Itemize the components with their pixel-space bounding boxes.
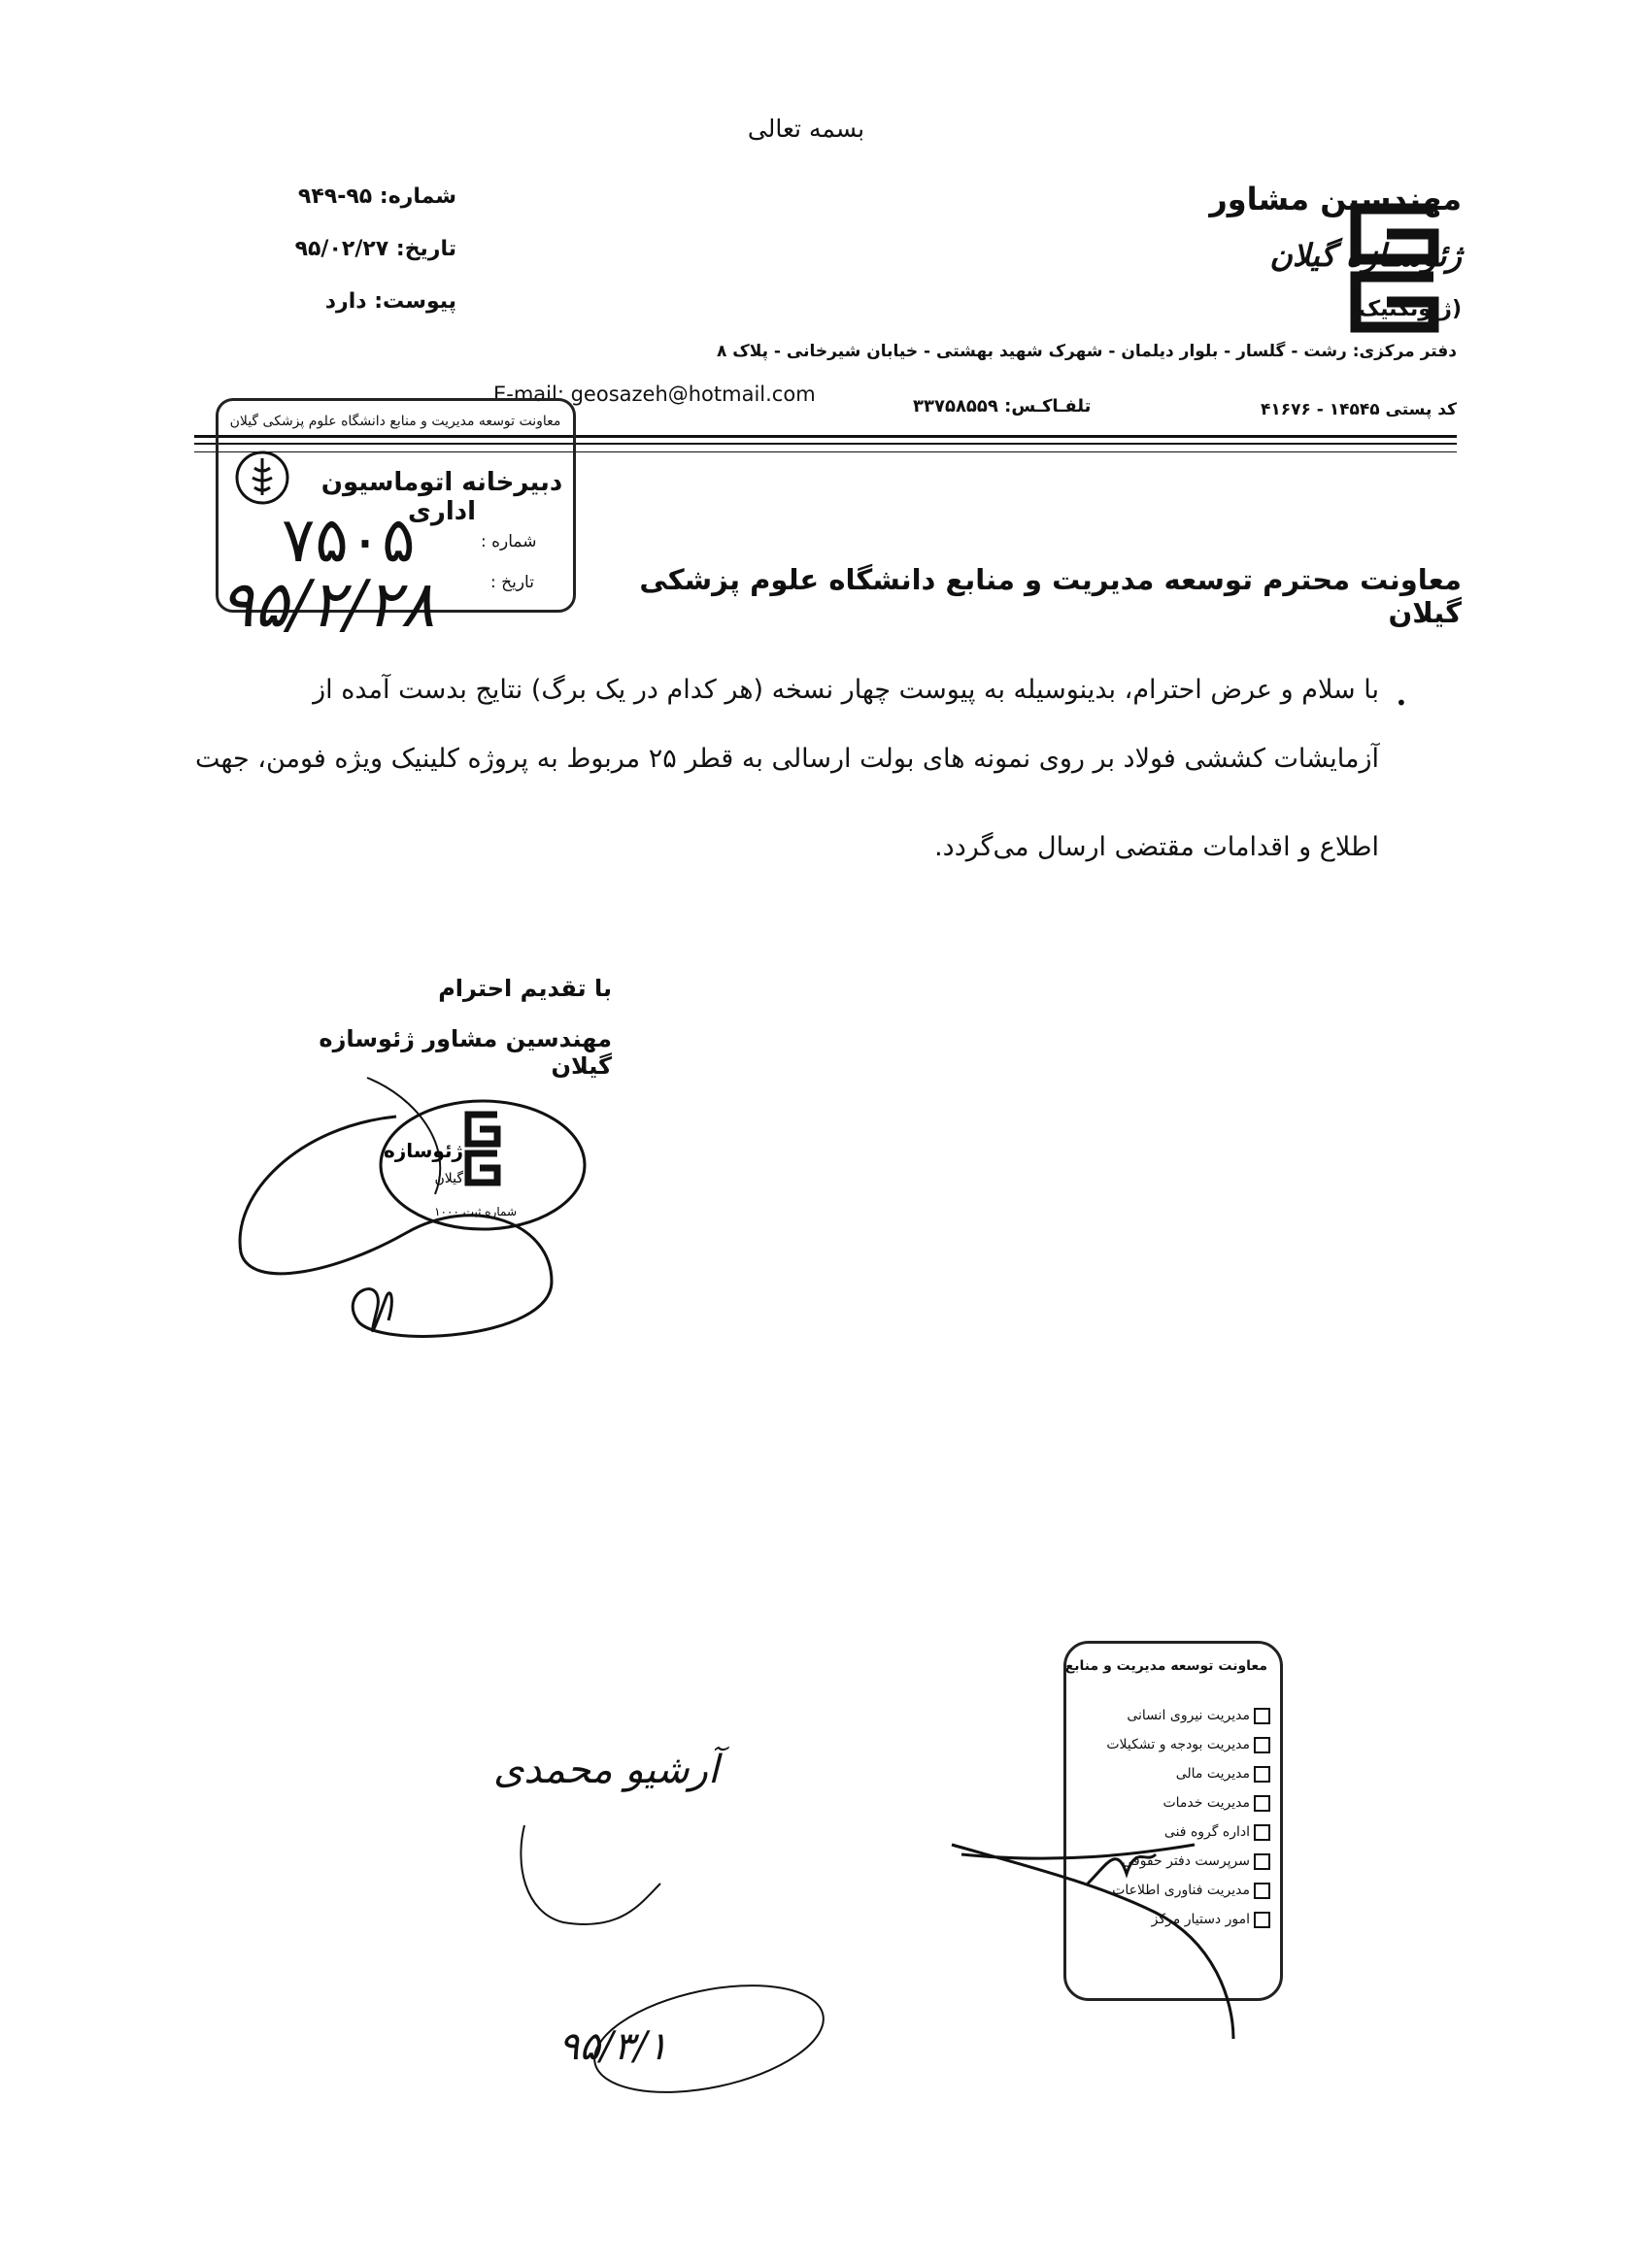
letter-recipient: معاونت محترم توسعه مدیریت و منابع دانشگاه علوم پزشکی گیلان: [639, 563, 1462, 629]
routing-item: مدیریت خدمات: [1076, 1788, 1270, 1818]
routing-stamp-header: معاونت توسعه مدیریت و منابع: [1064, 1658, 1267, 1674]
letter-body-line: آزمایشات کششی فولاد بر روی نمونه های بولت ارسالی به قطر ۲۵ مربوط به پروژه کلینیک ویژه فومن، جهت: [195, 744, 1379, 774]
letter-closing: با تقدیم احترام: [438, 975, 612, 1002]
letter-attachment-label: پیوست:: [374, 289, 456, 314]
routing-item: مدیریت مالی: [1076, 1759, 1270, 1788]
incoming-stamp-date: ۹۵/۲/۲۸: [219, 567, 435, 642]
incoming-stamp-header: معاونت توسعه مدیریت و منابع دانشگاه علوم پزشکی گیلان: [229, 414, 561, 429]
letter-number: [233, 184, 456, 209]
letter-attachment-value: دارد: [324, 289, 367, 314]
emblem-icon: [233, 449, 291, 507]
incoming-stamp-date-label: تاریخ :: [490, 573, 534, 592]
company-address: دفتر مرکزی: رشت - گلسار - بلوار دیلمان - شهرک شهید بهشتی - خیابان شیرخانی - پلاک ۸: [717, 342, 1457, 361]
letter-date-value: ۹۵/۰۲/۲۷: [294, 237, 389, 261]
letter-number-value: ۹۵-۹۴۹: [297, 184, 373, 209]
company-postal: کد پستی ۱۴۵۴۵ - ۴۱۶۷۶: [1260, 400, 1457, 419]
bismillah: بسمه تعالی: [747, 115, 865, 143]
incoming-stamp-number-label: شماره :: [481, 532, 537, 551]
letter-signatory: مهندسین مشاور ژئوسازه گیلان: [319, 1025, 612, 1080]
routing-item: امور دستیار مرکز: [1076, 1905, 1270, 1934]
handwritten-archive-note: آرشیو محمدی: [493, 1748, 720, 1792]
seal-reg: شماره ثبت ۱۰۰۰: [434, 1205, 517, 1218]
routing-item: سرپرست دفتر حقوقی: [1076, 1847, 1270, 1876]
bullet-dot: •: [1396, 691, 1407, 715]
letter-number-label: شماره:: [379, 184, 456, 209]
signature-icon: [221, 1058, 629, 1379]
incoming-stamp-number: ۷۵۰۵: [282, 505, 416, 577]
routing-item: مدیریت بودجه و تشکیلات: [1076, 1730, 1270, 1759]
routing-item: اداره گروه فنی: [1076, 1818, 1270, 1847]
routing-item: مدیریت نیروی انسانی: [1076, 1701, 1270, 1730]
company-line1: مهندسین مشاور: [1209, 181, 1462, 217]
routing-item: مدیریت فناوری اطلاعات: [1076, 1876, 1270, 1905]
letter-date-label: تاریخ:: [395, 237, 456, 261]
company-logo-icon: [1348, 199, 1440, 335]
handwritten-date-note: ۹۵/۳/۱: [558, 2024, 668, 2069]
seal-city: گیلان: [434, 1171, 463, 1186]
handwritten-stroke-icon: [505, 1806, 777, 1942]
checkbox-icon: [1254, 1708, 1270, 1724]
letter-body-line: با سلام و عرض احترام، بدینوسیله به پیوست چهار نسخه (هر کدام در یک برگ) نتایج بدست آمده از: [313, 675, 1379, 705]
company-email: E-mail: geosazeh@hotmail.com: [493, 383, 816, 406]
letter-attachment: [233, 289, 456, 314]
company-line2: ژئوسـازه گیلان: [1269, 237, 1462, 274]
routing-signature-icon: [942, 1806, 1292, 2058]
letter-body-line: اطلاع و اقدامات مقتضی ارسال می‌گردد.: [934, 832, 1379, 862]
company-line3: (ژئوتکنیک): [1348, 297, 1462, 321]
letter-date: [233, 237, 456, 261]
seal-name: ژئوسازه: [383, 1139, 463, 1162]
checkbox-icon: [1254, 1737, 1270, 1753]
checkbox-icon: [1254, 1766, 1270, 1783]
incoming-stamp-title: دبیرخانه اتوماسیون اداری: [320, 468, 563, 526]
company-fax: تلفـاکـس: ۳۳۷۵۸۵۵۹: [913, 396, 1092, 417]
